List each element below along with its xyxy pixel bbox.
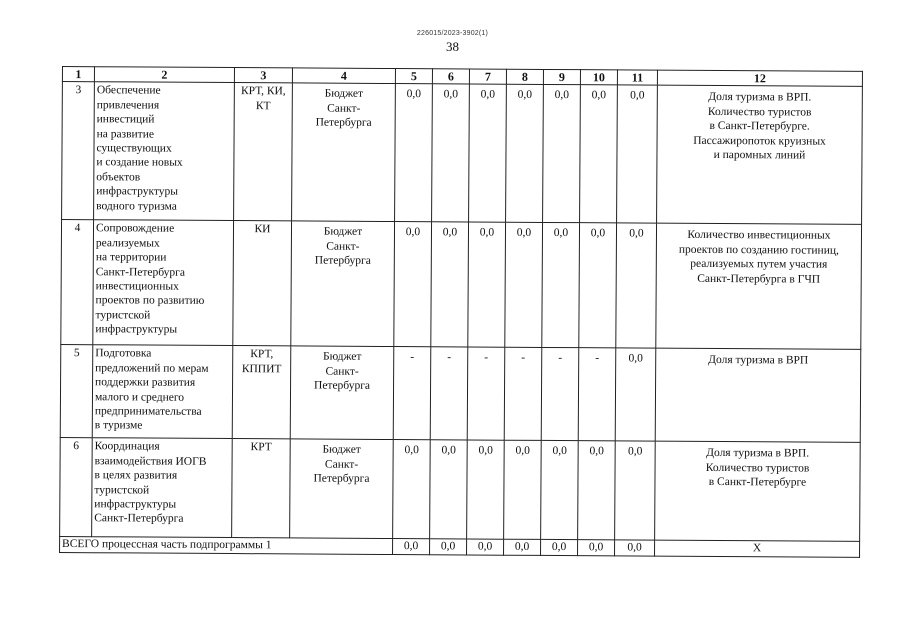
text-line: Бюджет	[322, 444, 361, 457]
text-line: и создание новых	[96, 156, 183, 170]
total-value-cell: 0,0	[541, 540, 578, 556]
value-cell: -	[393, 347, 431, 440]
indicators	[655, 442, 861, 542]
text-line: Бюджет	[322, 351, 362, 364]
text-line: привлечения	[96, 99, 160, 112]
row-number: 6	[60, 438, 93, 537]
text-line: Санкт-Петербурга	[94, 512, 184, 526]
document-registration-number: 226015/2023-3902(1)	[416, 30, 489, 37]
text-line: Подготовка	[95, 347, 152, 360]
text-line: взаимодействия ИОГВ	[94, 455, 207, 468]
text-line: в Санкт-Петербурге.	[709, 120, 810, 133]
indicators	[657, 86, 863, 225]
text-line: Бюджет	[324, 88, 364, 101]
text-line: инфраструктуры	[95, 323, 178, 336]
row-number: 3	[62, 82, 95, 220]
funding-source	[292, 83, 396, 222]
total-value-cell: 0,0	[430, 539, 467, 555]
value-cell: 0,0	[504, 441, 542, 540]
text-line: Координация	[94, 440, 160, 454]
text-line: Сопровождение	[95, 222, 175, 236]
value-cell: 0,0	[469, 84, 507, 222]
activity-name	[92, 438, 233, 538]
column-header: 1	[62, 67, 94, 83]
text-line: реализуемых	[95, 237, 160, 250]
total-value-cell: 0,0	[504, 540, 541, 556]
text-line: Санкт-	[327, 102, 361, 115]
column-header: 6	[432, 69, 469, 85]
text-line: и паромных линий	[713, 149, 806, 162]
total-indicator: Х	[655, 541, 860, 558]
value-cell: 0,0	[579, 223, 617, 348]
text-line: Петербурга	[314, 254, 371, 268]
text-line: в целях развития	[94, 469, 178, 482]
table-row	[60, 345, 861, 443]
table-body	[60, 82, 863, 557]
activity-name	[92, 345, 233, 439]
text-line: КРТ, КИ,	[240, 85, 286, 98]
funding-source	[290, 346, 394, 440]
text-line: Санкт-Петербурга в ГЧП	[697, 272, 821, 286]
column-header: 8	[506, 69, 543, 85]
text-line: проектов по развитию	[95, 294, 205, 308]
value-cell: 0,0	[432, 84, 470, 222]
text-line: Санкт-	[324, 458, 359, 471]
column-header: 4	[292, 68, 395, 84]
indicators	[655, 349, 861, 443]
column-header: 7	[469, 69, 506, 85]
text-line: инвестиционных	[95, 280, 179, 293]
text-line: объектов	[96, 171, 141, 184]
executors	[232, 346, 291, 439]
column-header: 9	[543, 69, 580, 85]
value-cell: 0,0	[615, 348, 656, 441]
text-line: КИ	[254, 223, 271, 236]
total-value-cell: 0,0	[615, 540, 655, 556]
table-row	[61, 220, 862, 350]
value-cell: -	[467, 347, 505, 440]
text-line: Петербурга	[315, 116, 372, 130]
text-line: инвестиций	[96, 113, 155, 126]
value-cell: 0,0	[394, 222, 432, 347]
value-cell: 0,0	[393, 440, 431, 539]
text-line: туристской	[94, 483, 150, 497]
text-line: Санкт-	[326, 240, 360, 253]
value-cell: 0,0	[430, 440, 468, 539]
text-line: Петербурга	[313, 379, 371, 393]
text-line: Санкт-Петербурга	[95, 265, 186, 279]
text-line: КППИТ	[241, 362, 282, 376]
text-line: на территории	[95, 251, 167, 264]
text-line: Доля туризма в ВРП	[708, 354, 809, 367]
text-line: Количество инвестиционных	[687, 229, 831, 243]
value-cell: 0,0	[431, 222, 469, 347]
executors	[234, 83, 293, 221]
total-value-cell: 0,0	[467, 539, 504, 555]
value-cell: -	[430, 347, 468, 440]
total-label: ВСЕГО процессная часть подпрограммы 1	[60, 537, 393, 554]
column-header: 10	[580, 70, 617, 86]
program-activities-table	[59, 66, 863, 558]
text-line: туристской	[95, 309, 151, 322]
indicators	[656, 224, 862, 350]
column-header: 5	[395, 69, 432, 85]
text-line: предложений по мерам	[95, 362, 209, 375]
text-line: КРТ,	[250, 348, 274, 361]
value-cell: 0,0	[467, 440, 505, 539]
funding-source	[291, 221, 395, 347]
row-number: 5	[60, 345, 93, 438]
value-cell: 0,0	[543, 85, 581, 223]
value-cell: -	[541, 348, 579, 441]
value-cell: 0,0	[395, 84, 433, 222]
column-header: 2	[94, 67, 234, 83]
text-line: Доля туризма в ВРП.	[706, 447, 810, 460]
text-line: Санкт-	[325, 365, 359, 378]
text-line: Доля туризма в ВРП.	[708, 91, 812, 104]
text-line: Количество туристов	[705, 461, 810, 475]
total-value-cell: 0,0	[393, 539, 430, 555]
value-cell: 0,0	[615, 441, 656, 540]
row-number: 4	[61, 220, 94, 345]
text-line: Обеспечение	[96, 84, 161, 98]
value-cell: 0,0	[542, 223, 580, 348]
text-line: Петербурга	[313, 472, 370, 486]
page-number: 38	[446, 39, 459, 54]
text-line: малого и среднего	[94, 390, 185, 404]
text-line: Количество туристов	[707, 105, 812, 119]
activity-name	[94, 82, 235, 221]
text-line: предпринимательства	[94, 405, 202, 418]
text-line: на развитие	[96, 127, 155, 141]
value-cell: -	[504, 348, 542, 441]
column-header: 12	[657, 70, 862, 87]
executors	[233, 221, 292, 346]
value-cell: 0,0	[468, 222, 506, 347]
column-header: 3	[234, 68, 292, 84]
funding-source	[290, 439, 394, 539]
activity-name	[93, 220, 234, 346]
value-cell: 0,0	[506, 85, 544, 223]
column-header: 11	[617, 70, 657, 86]
text-line: проектов по созданию гостиниц,	[678, 243, 839, 257]
text-line: существующих	[96, 142, 172, 155]
text-line: водного туризма	[96, 199, 177, 213]
value-cell: -	[578, 348, 616, 441]
value-cell: 0,0	[541, 441, 579, 540]
text-line: в Санкт-Петербурге	[708, 476, 807, 489]
executors	[232, 439, 291, 538]
text-line: реализуемых путем участия	[690, 258, 828, 271]
table-row	[62, 82, 863, 225]
text-line: инфраструктуры	[94, 498, 177, 511]
text-line: поддержки развития	[95, 376, 196, 390]
value-cell: 0,0	[580, 85, 618, 223]
value-cell: 0,0	[505, 223, 543, 348]
text-line: Пассажиропоток круизных	[693, 134, 826, 148]
text-line: инфраструктуры	[96, 185, 179, 198]
document-sheet	[59, 66, 862, 558]
value-cell: 0,0	[617, 85, 658, 223]
table-row	[60, 438, 861, 542]
value-cell: 0,0	[578, 441, 616, 540]
text-line: в туризме	[94, 419, 143, 432]
total-value-cell: 0,0	[578, 540, 615, 556]
text-line: Бюджет	[323, 226, 363, 239]
value-cell: 0,0	[616, 223, 657, 348]
text-line: КРТ	[250, 441, 272, 454]
text-line: КТ	[255, 99, 271, 113]
